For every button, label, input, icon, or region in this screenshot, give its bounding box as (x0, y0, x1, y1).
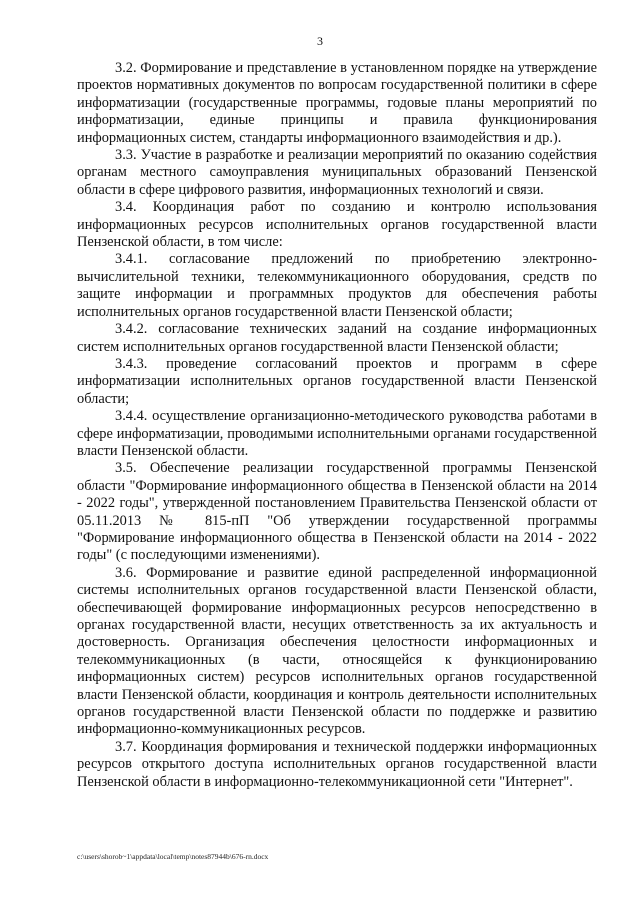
paragraph-3-7: 3.7. Координация формирования и технической поддержки информационных ресурсов открытого доступа исполнительных органов государственной власти Пензенской области в информационно-телекоммуникационной сети "Интернет". (77, 738, 597, 790)
paragraph-3-4-3: 3.4.3. проведение согласований проектов и программ в сфере информатизации исполнительных органов государственной власти Пензенской области; (77, 355, 597, 407)
paragraph-3-3: 3.3. Участие в разработке и реализации мероприятий по оказанию содействия органам местного самоуправления муниципальных образований Пензенской области в сфере цифрового развития, информационных технологий и связи. (77, 147, 597, 198)
paragraph-3-4-2: 3.4.2. согласование технических заданий на создание информационных систем исполнительных органов государственной власти Пензенской области; (77, 321, 597, 355)
paragraph-3-2: 3.2. Формирование и представление в установленном порядке на утверждение проектов нормативных документов по вопросам государственной политики в сфере информатизации (государственные программы, годовые планы мероприятий по информатизации, единые принципы и правила функционирования информационных систем, стандарты информационного взаимодействия и др.). (77, 60, 597, 146)
paragraph-3-4-1: 3.4.1. согласование предложений по приобретению электронно-вычислительной техники, телекоммуникационного оборудования, средств по защите информации и программных продуктов для обеспечения работы исполнительных органов государственной власти Пензенской области; (77, 251, 597, 320)
paragraph-3-5: 3.5. Обеспечение реализации государственной программы Пензенской области "Формирование информационного общества в Пензенской области на 2014 - 2022 годы", утвержденной постановлением Правительства Пензенской области от 05.11.2013 № 815-пП "Об утверждении государственной программы "Формирование информационного общества в Пензенской области на 2014 - 2022 годы" (с последующими изменениями). (77, 460, 597, 564)
document-body (77, 60, 597, 791)
page-number: 3 (317, 34, 323, 48)
footer-file-path: c:\users\shorob~1\appdata\local\temp\notes87944b\676-rn.docx (77, 852, 269, 861)
paragraph-3-4: 3.4. Координация работ по созданию и контролю использования информационных ресурсов исполнительных органов государственной власти Пензенской области, в том числе: (77, 199, 597, 251)
paragraph-3-6: 3.6. Формирование и развитие единой распределенной информационной системы исполнительных органов государственной власти Пензенской области, обеспечивающей формирование информационных ресурсов непосредственно в органах государственной власти, несущих ответственность за их актуальность и достоверность. Организация обеспечения целостности информационных и телекоммуникационных (в части, относящейся к функционированию информационных систем) ресурсов исполнительных органов государственной власти Пензенской области, координация и контроль деятельности исполнительных органов государственной власти Пензенской области по поддержке и развитию информационно-коммуникационных ресурсов. (77, 564, 597, 738)
paragraph-3-4-4: 3.4.4. осуществление организационно-методического руководства работами в сфере информатизации, проводимыми исполнительными органами государственной власти Пензенской области. (77, 408, 597, 459)
